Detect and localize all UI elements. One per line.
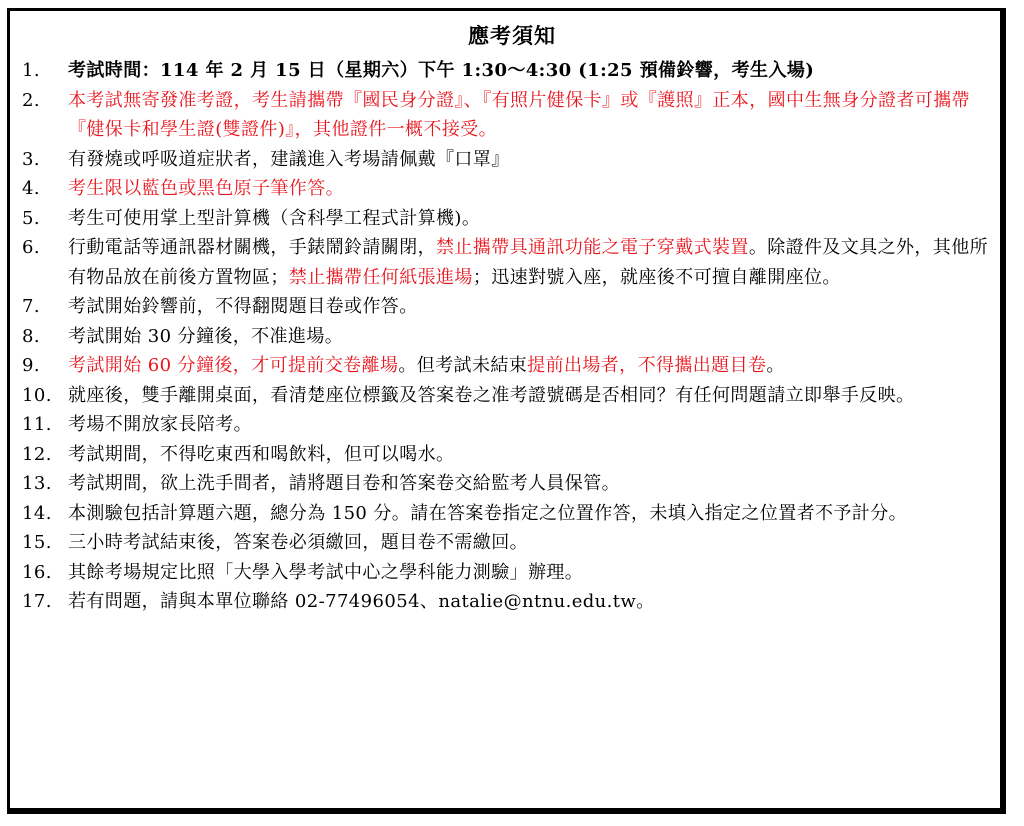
highlighted-text: 考生限以藍色或黑色原子筆作答。 — [68, 178, 344, 199]
rule-item — [22, 292, 997, 322]
highlighted-text: 本考試無寄發准考證，考生請攜帶『國民身分證』、『有照片健保卡』或『護照』正本，國中生無身分證者可攜帶『健保卡和學生證(雙證件)』，其他證件一概不接受。 — [68, 89, 970, 140]
page-title: 應考須知 — [468, 23, 556, 48]
highlighted-text: 提前出場者，不得攜出題目卷 — [527, 355, 767, 376]
rule-item — [22, 410, 997, 440]
rule-number: 14. — [22, 502, 52, 524]
plain-text: 其餘考場規定比照「大學入學考試中心之學科能力測驗」辦理。 — [68, 561, 584, 583]
rule-text — [68, 237, 988, 288]
rule-item — [22, 86, 997, 145]
rule-item — [22, 558, 997, 588]
bold-text: 考試時間：114 年 2 月 15 日（星期六）下午 1:30～4:30 (1:25 預備鈴響，考生入場) — [68, 60, 815, 81]
rule-text — [68, 149, 510, 170]
plain-text: 考試開始 30 分鐘後，不准進場。 — [68, 325, 344, 347]
rule-text — [68, 178, 344, 199]
rule-item — [22, 204, 997, 234]
rule-number: 4. — [22, 178, 40, 199]
rule-item — [22, 528, 997, 558]
rule-text — [68, 326, 343, 347]
rule-item — [22, 499, 997, 529]
rule-text — [68, 562, 583, 583]
rule-item — [22, 469, 997, 499]
rule-text — [68, 444, 454, 465]
rule-item — [22, 145, 997, 175]
rule-number: 1. — [22, 60, 40, 81]
rule-item — [22, 56, 997, 86]
rule-text — [68, 473, 620, 494]
highlighted-text: 考試開始 60 分鐘後，才可提前交卷離場 — [68, 355, 399, 376]
rule-text — [68, 355, 785, 376]
rule-number: 5. — [22, 207, 40, 229]
rule-number: 7. — [22, 296, 40, 317]
plain-text: 。除證件及文具之外，其他所有物品放在前後方置物區； — [68, 237, 989, 288]
rule-number: 17. — [22, 591, 52, 612]
rule-number: 6. — [22, 237, 40, 258]
rule-text — [68, 60, 814, 81]
rule-text — [68, 532, 528, 553]
plain-text: 。但考試未結束 — [398, 355, 528, 376]
plain-text: 三小時考試結束後，答案卷必須繳回，題目卷不需繳回。 — [68, 532, 528, 553]
rule-text — [68, 296, 418, 317]
plain-text: 本測驗包括計算題六題，總分為 150 分。請在答案卷指定之位置作答，未填入指定之位置者不予計分。 — [68, 502, 907, 524]
exam-rules-list — [22, 56, 997, 617]
plain-text: 考試開始鈴響前，不得翻閱題目卷或作答。 — [68, 296, 418, 317]
rule-number: 8. — [22, 325, 40, 347]
rule-number: 13. — [22, 473, 52, 494]
plain-text: 行動電話等通訊器材關機，手錶鬧鈴請關閉， — [68, 237, 436, 258]
highlighted-text: 禁止攜帶具通訊功能之電子穿戴式裝置 — [436, 237, 749, 258]
rule-text — [68, 414, 252, 435]
rule-number: 10. — [22, 384, 52, 406]
rule-text — [68, 90, 970, 141]
plain-text: 考試期間，欲上洗手間者，請將題目卷和答案卷交給監考人員保管。 — [68, 473, 620, 494]
rule-text — [68, 385, 914, 406]
plain-text: 就座後，雙手離開桌面，看清楚座位標籤及答案卷之准考證號碼是否相同？有任何問題請立即舉手反映。 — [68, 384, 915, 406]
rule-number: 9. — [22, 355, 40, 376]
plain-text: 若有問題，請與本單位聯絡 02-77496054、natalie@ntnu.edu.tw。 — [68, 591, 655, 612]
rule-text — [68, 208, 480, 229]
rule-number: 15. — [22, 532, 52, 553]
rule-item — [22, 440, 997, 470]
plain-text: 考生可使用掌上型計算機（含科學工程式計算機)。 — [68, 207, 481, 229]
rule-item — [22, 351, 997, 381]
rule-item — [22, 381, 997, 411]
rule-number: 3. — [22, 148, 40, 170]
rule-number: 2. — [22, 89, 40, 111]
rule-item — [22, 233, 997, 292]
rule-item — [22, 322, 997, 352]
rule-item — [22, 174, 997, 204]
rule-text — [68, 503, 907, 524]
highlighted-text: 禁止攜帶任何紙張進場 — [288, 266, 473, 288]
plain-text: 有發燒或呼吸道症狀者，建議進入考場請佩戴『口罩』 — [68, 148, 510, 170]
rule-number: 16. — [22, 561, 52, 583]
rule-text — [68, 591, 655, 612]
plain-text: 。 — [766, 355, 785, 376]
rule-number: 12. — [22, 443, 52, 465]
rule-item — [22, 587, 997, 617]
plain-text: ；迅速對號入座，就座後不可擅自離開座位。 — [472, 266, 841, 288]
plain-text: 考場不開放家長陪考。 — [68, 414, 252, 435]
rule-number: 11. — [22, 414, 52, 435]
plain-text: 考試期間，不得吃東西和喝飲料，但可以喝水。 — [68, 443, 455, 465]
